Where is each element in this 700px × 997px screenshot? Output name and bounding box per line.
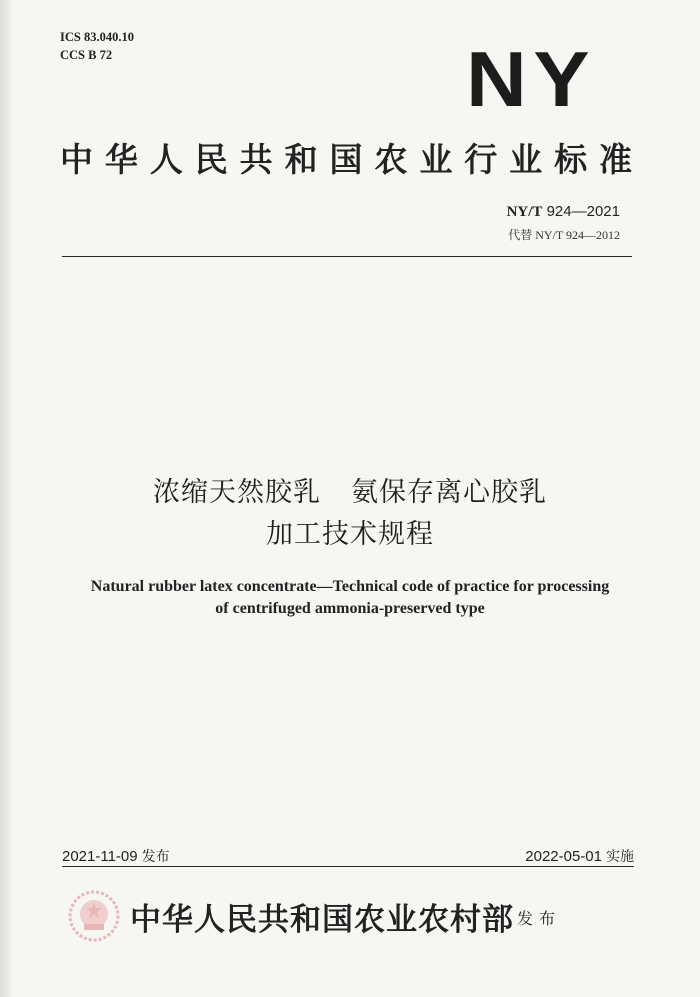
scan-edge-shadow <box>0 0 14 997</box>
effective-label: 实施 <box>606 849 634 865</box>
chinese-title-part-1: 浓缩天然胶乳 <box>153 477 321 508</box>
ny-logo: NY <box>466 35 596 123</box>
chinese-title-part-2: 氨保存离心胶乳 <box>351 477 547 508</box>
effective-date: 2022-05-01 <box>525 848 602 865</box>
issuing-ministry: 中华人民共和国农业农村部 <box>130 902 514 938</box>
footer-divider <box>62 866 634 867</box>
issue-date-block <box>62 846 170 866</box>
chinese-title-line-1 <box>60 470 640 509</box>
classification-codes <box>60 28 134 64</box>
chinese-title-line-2: 加工技术规程 <box>266 519 434 550</box>
issue-date: 2021-11-09 <box>62 848 138 865</box>
standard-type-title: 中华人民共和国农业行业标准 <box>60 140 634 179</box>
standard-number-prefix: NY/T <box>506 204 543 220</box>
header-divider <box>62 256 632 257</box>
issue-label: 发布 <box>141 849 170 865</box>
standard-number <box>507 203 620 221</box>
standard-number-value: 924—2021 <box>546 203 620 220</box>
ccs-code: CCS B 72 <box>60 48 113 62</box>
effective-date-block <box>525 846 634 866</box>
ics-code: ICS 83.040.10 <box>60 30 134 44</box>
english-title-line-2: of centrifuged ammonia-preserved type <box>215 600 485 617</box>
publish-label: 发布 <box>517 909 562 928</box>
national-emblem-icon <box>68 890 120 942</box>
english-title-line-1: Natural rubber latex concentrate—Technical code of practice for processing <box>90 578 610 595</box>
replaces-standard: 代替 NY/T 924—2012 <box>508 228 620 242</box>
